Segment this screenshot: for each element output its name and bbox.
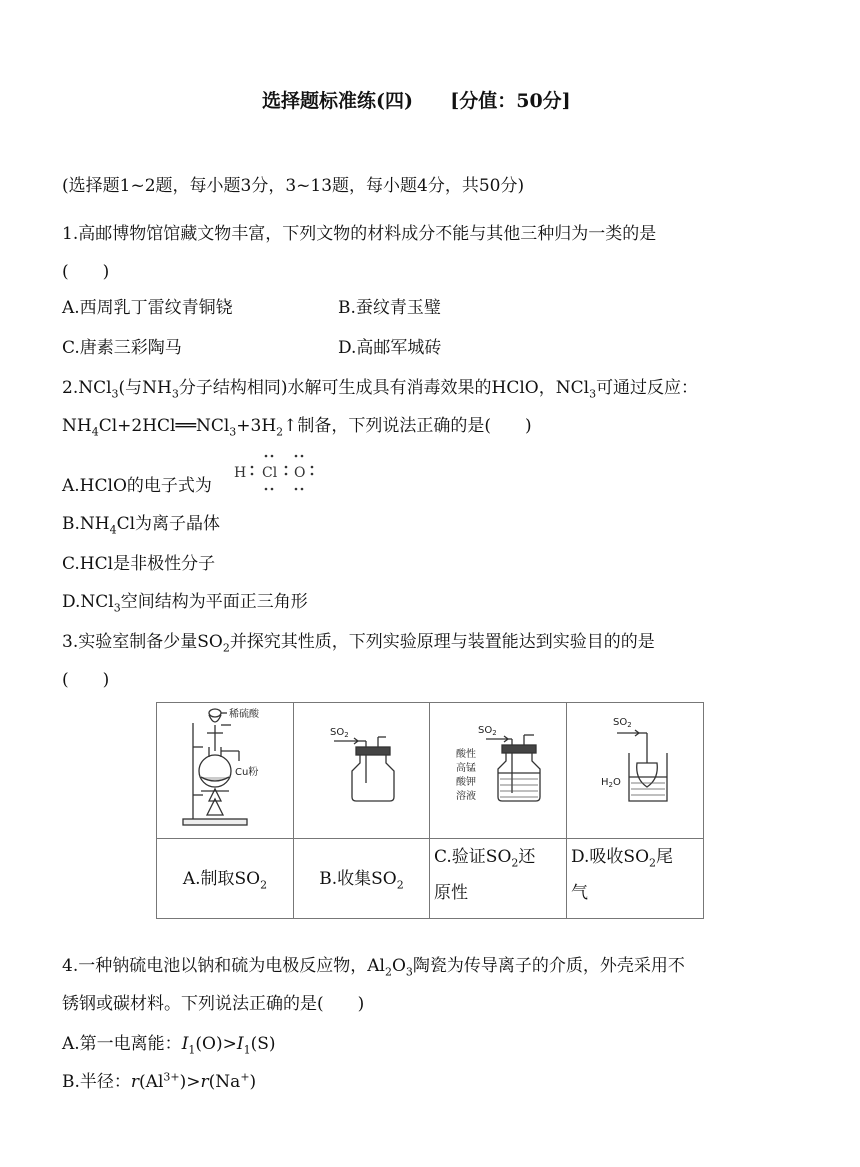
label-cu-powder: Cu粉 <box>235 767 259 778</box>
q1-option-c: C.唐素三彩陶马 <box>62 338 182 358</box>
ed-h: H <box>234 465 247 481</box>
q4-option-b: B.半径：$r(Al^{3+})>r(Na^+)$ <box>62 1070 257 1092</box>
title-main: 选择题标准练(四) <box>262 90 413 112</box>
q3-bracket: ( ) <box>62 670 110 690</box>
apparatus-a-generator <box>157 703 293 833</box>
label-kmno4-4: 溶液 <box>456 791 476 802</box>
q3-stem: 3.实验室制备少量$SO_2$并探究其性质，下列实验原理与装置能达到实验目的的是 <box>62 632 655 655</box>
q2-option-d: D.NCl$_3$空间结构为平面正三角形 <box>62 592 308 615</box>
ed-cl: Cl <box>262 465 278 481</box>
label-kmno4-1: 酸性 <box>456 749 476 760</box>
label-so2-c: $SO_2$ <box>478 725 497 737</box>
label-so2-b: $SO_2$ <box>330 727 349 739</box>
q2-option-a: A.HClO的电子式为 <box>62 476 212 496</box>
q4-stem-line2: 锈钢或碳材料。下列说法正确的是( ) <box>62 994 365 1014</box>
electron-formula-hclo <box>232 446 322 494</box>
apparatus-b-cell <box>294 703 430 839</box>
page-title <box>262 90 571 113</box>
label-kmno4-3: 酸钾 <box>456 777 476 788</box>
apparatus-d-absorber <box>567 703 703 833</box>
q1-option-d: D.高邮军城砖 <box>338 338 442 358</box>
q4-stem-line1: 4.一种钠硫电池以钠和硫为电极反应物，$Al_2O_3$陶瓷为传导离子的介质，外壳采用不 <box>62 956 685 979</box>
label-dilute-sulfuric-acid: 稀硫酸 <box>229 709 259 720</box>
instruction: (选择题1~2题，每小题3分，3~13题，每小题4分，共50分) <box>62 176 525 196</box>
apparatus-d-cell <box>567 703 704 839</box>
q4-option-a: A.第一电离能：$I_1(O)>I_1(S)$ <box>62 1034 276 1057</box>
q2-stem-line1: 2.NCl$_3$(与$NH_3$分子结构相同)水解可生成具有消毒效果的HClO，NCl$_3$可通过反应： <box>62 378 699 401</box>
q1-stem: 1.高邮博物馆馆藏文物丰富，下列文物的材料成分不能与其他三种归为一类的是 <box>62 224 657 244</box>
apparatus-a-cell <box>157 703 294 839</box>
caption-b: B.收集$SO_2$ <box>294 839 430 919</box>
caption-a: A.制取$SO_2$ <box>157 839 294 919</box>
apparatus-c-cell <box>430 703 567 839</box>
q1-bracket: ( ) <box>62 262 110 282</box>
apparatus-b-collector <box>294 703 429 833</box>
apparatus-c-kmno4-bottle <box>430 703 566 833</box>
ed-o: O <box>294 465 306 481</box>
q2-stem-line2: $NH_4Cl+2HCl══NCl_3+3H_2↑$制备，下列说法正确的是( ) <box>62 416 532 439</box>
q2-option-b: $B.NH_4Cl$为离子晶体 <box>62 514 221 537</box>
caption-c: C.验证$SO_2$还 原性 <box>430 839 567 919</box>
label-water: $H_2O$ <box>601 777 621 789</box>
q1-option-a: A.西周乳丁雷纹青铜铙 <box>62 298 233 318</box>
q2-option-c: C.HCl是非极性分子 <box>62 554 216 574</box>
label-kmno4-2: 高锰 <box>456 763 476 774</box>
q1-option-b: B.蚕纹青玉璧 <box>338 298 441 318</box>
caption-d: D.吸收$SO_2$尾 气 <box>567 839 704 919</box>
apparatus-table <box>156 702 704 919</box>
label-so2-d: $SO_2$ <box>613 717 632 729</box>
title-score: [分值：50分] <box>450 90 571 112</box>
